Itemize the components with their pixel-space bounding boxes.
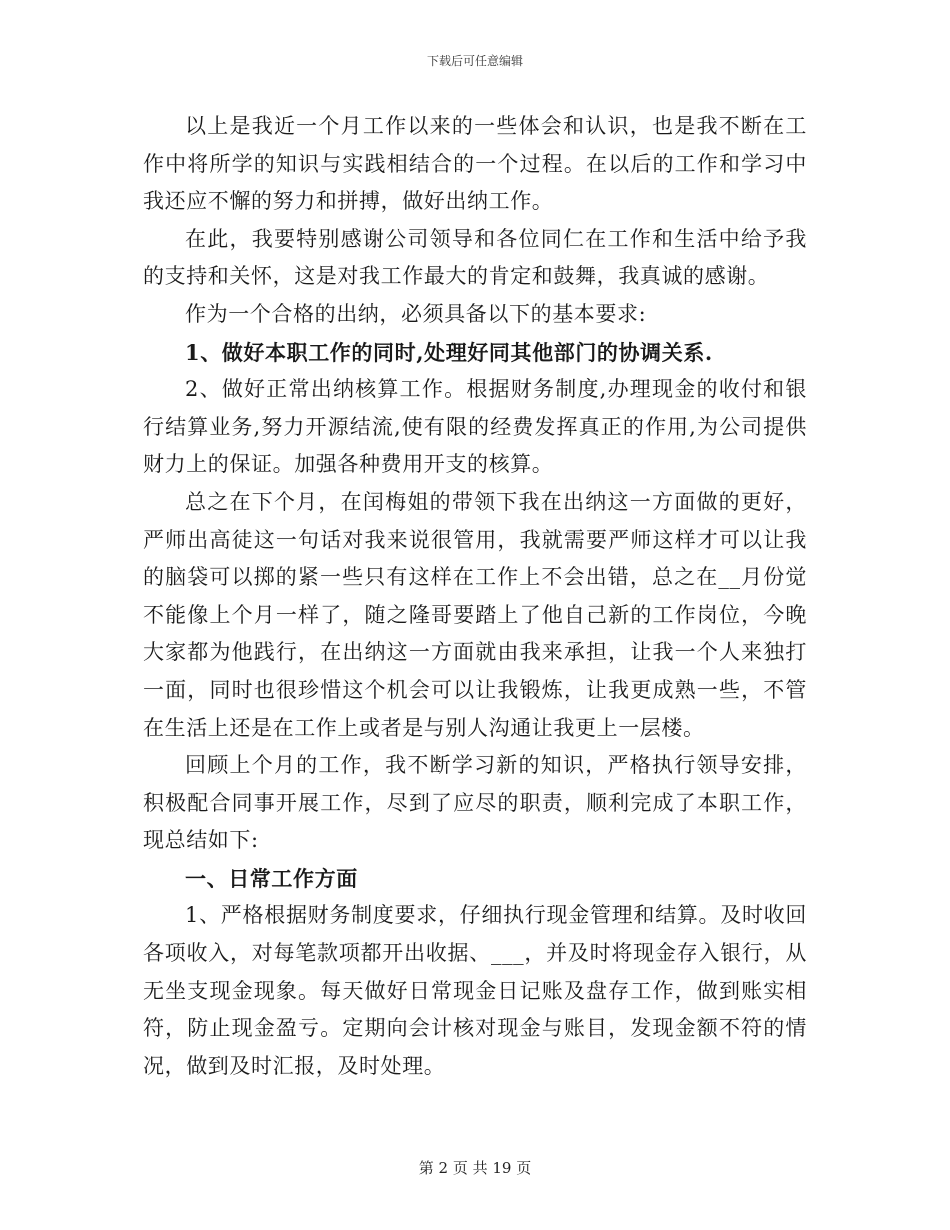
paragraph-3: 作为一个合格的出纳，必须具备以下的基本要求: [185, 301, 647, 326]
section-heading: 一、日常工作方面 [185, 865, 358, 891]
paragraph-1: 以上是我近一个月工作以来的一些体会和认识，也是我不断在工作中将所学的知识与实践相结合的一个过程。在以后的工作和学习中我还应不懈的努力和拼搏，做好出纳工作。 [143, 114, 807, 214]
page-header: 下载后可任意编辑 [426, 54, 523, 68]
paragraph-5: 2、做好正常出纳核算工作。根据财务制度,办理现金的收付和银行结算业务,努力开源结流,使有限的经费发挥真正的作用,为公司提供财力上的保证。加强各种费用开支的核算。 [143, 377, 807, 477]
paragraph-8: 1、严格根据财务制度要求，仔细执行现金管理和结算。及时收回各项收入，对每笔款项都开出收据、___，并及时将现金存入银行，从无坐支现金现象。每天做好日常现金日记账及盘存工作，做到账实相符，防止现金盈亏。定期向会计核对现金与账目，发现金额不符的情况，做到及时汇报，及时处理。 [143, 903, 807, 1078]
paragraph-7: 回顾上个月的工作，我不断学习新的知识，严格执行领导安排，积极配合同事开展工作，尽到了应尽的职责，顺利完成了本职工作，现总结如下: [143, 753, 807, 853]
paragraph-4-bold: 1、做好本职工作的同时,处理好同其他部门的协调关系. [185, 339, 713, 365]
page-footer: 第 2 页 共 19 页 [418, 1159, 532, 1177]
document-body [143, 108, 807, 1085]
paragraph-6: 总之在下个月，在闰梅姐的带领下我在出纳这一方面做的更好，严师出高徒这一句话对我来说很管用，我就需要严师这样才可以让我的脑袋可以掷的紧一些只有这样在工作上不会出错，总之在__月份觉不能像上个月一样了，随之隆哥要踏上了他自己新的工作岗位，今晚大家都为他践行，在出纳这一方面就由我来承担，让我一个人来独打一面，同时也很珍惜这个机会可以让我锻炼，让我更成熟一些，不管在生活上还是在工作上或者是与别人沟通让我更上一层楼。 [143, 489, 807, 740]
paragraph-2: 在此，我要特别感谢公司领导和各位同仁在工作和生活中给予我的支持和关怀，这是对我工作最大的肯定和鼓舞，我真诚的感谢。 [143, 226, 807, 289]
